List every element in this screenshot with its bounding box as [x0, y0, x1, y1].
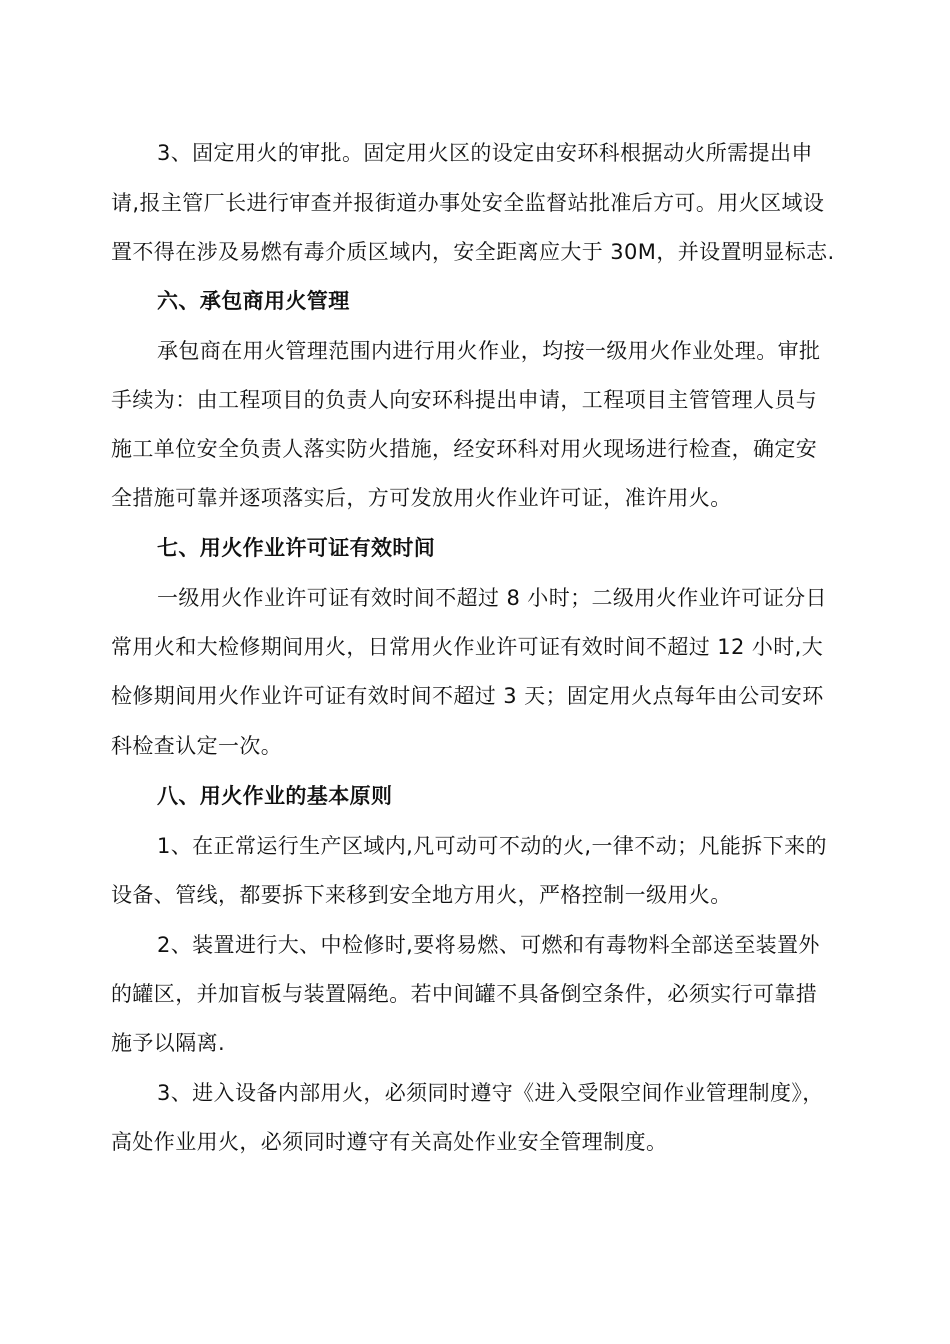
paragraph-line: 高处作业用火，必须同时遵守有关高处作业安全管理制度。	[111, 1130, 668, 1154]
paragraph-line: 一级用火作业许可证有效时间不超过 8 小时；二级用火作业许可证分日	[157, 586, 827, 610]
paragraph-line: 承包商在用火管理范围内进行用火作业，均按一级用火作业处理。审批	[157, 339, 821, 363]
paragraph-line: 施予以隔离.	[111, 1031, 226, 1055]
paragraph-line: 3、进入设备内部用火，必须同时遵守《进入受限空间作业管理制度》，	[157, 1081, 824, 1105]
section-heading: 六、承包商用火管理	[157, 289, 350, 313]
section-heading: 八、用火作业的基本原则	[157, 784, 393, 808]
paragraph-line: 设备、管线，都要拆下来移到安全地方用火，严格控制一级用火。	[111, 883, 732, 907]
paragraph-line: 置不得在涉及易燃有毒介质区域内，安全距离应大于 30M，并设置明显标志.	[111, 240, 835, 264]
paragraph-line: 全措施可靠并逐项落实后，方可发放用火作业许可证，准许用火。	[111, 486, 732, 510]
paragraph-line: 常用火和大检修期间用火，日常用火作业许可证有效时间不超过 12 小时,大	[111, 635, 824, 659]
paragraph-line: 的罐区，并加盲板与装置隔绝。若中间罐不具备倒空条件，必须实行可靠措	[111, 982, 818, 1006]
paragraph-line: 手续为：由工程项目的负责人向安环科提出申请，工程项目主管管理人员与	[111, 388, 818, 412]
paragraph-line: 科检查认定一次。	[111, 734, 283, 758]
paragraph-line: 3、固定用火的审批。固定用火区的设定由安环科根据动火所需提出申	[157, 141, 813, 165]
paragraph-line: 检修期间用火作业许可证有效时间不超过 3 天；固定用火点每年由公司安环	[111, 684, 824, 708]
paragraph-line: 2、装置进行大、中检修时,要将易燃、可燃和有毒物料全部送至装置外	[157, 933, 820, 957]
paragraph-line: 请,报主管厂长进行审查并报街道办事处安全监督站批准后方可。用火区域设	[111, 191, 825, 215]
paragraph-line: 施工单位安全负责人落实防火措施，经安环科对用火现场进行检查，确定安	[111, 437, 818, 461]
paragraph-line: 1、在正常运行生产区域内,凡可动可不动的火,一律不动；凡能拆下来的	[157, 834, 827, 858]
section-heading: 七、用火作业许可证有效时间	[157, 536, 436, 560]
